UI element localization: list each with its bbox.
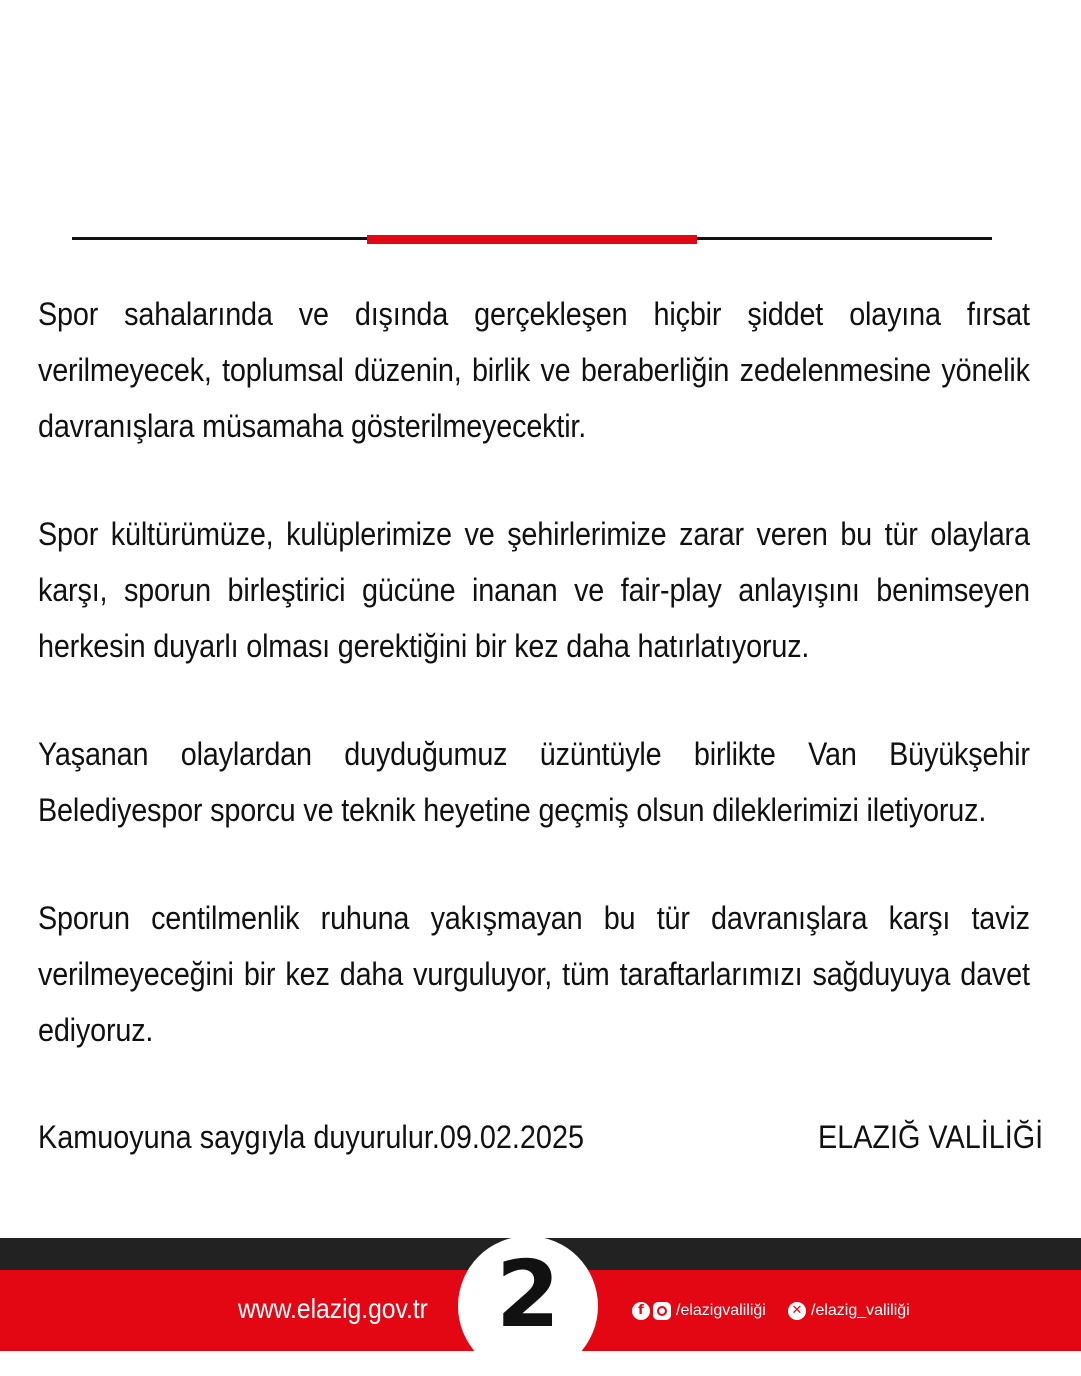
signature: ELAZIĞ VALİLİĞİ	[818, 1119, 1044, 1155]
statement-paragraph-3: Yaşanan olaylardan duyduğumuz üzüntüyle birlikte Van Büyükşehir Belediyespor sporcu ve teknik heyetine geçmiş olsun dileklerimizi iletiyoruz.	[38, 736, 1030, 828]
instagram-icon	[653, 1302, 671, 1320]
page-number: 2	[495, 1241, 560, 1348]
facebook-icon: f	[632, 1302, 650, 1320]
header-divider-accent	[367, 235, 697, 244]
website-link[interactable]: www.elazig.gov.tr	[238, 1293, 428, 1324]
social-x[interactable]	[788, 1300, 910, 1322]
social-facebook-instagram[interactable]	[632, 1300, 766, 1322]
statement-paragraph-4: Sporun centilmenlik ruhuna yakışmayan bu tür davranışlara karşı taviz verilmeyeceğini bir kez daha vurguluyor, tüm taraftarlarımızı sağduyuya davet ediyoruz.	[38, 900, 1030, 1048]
social-handle-2: /elazig_valiliği	[811, 1302, 910, 1319]
closing-line: Kamuoyuna saygıyla duyurulur.09.02.2025	[38, 1119, 584, 1155]
social-handle-1: /elazigvaliliği	[676, 1302, 766, 1319]
statement-paragraph-2: Spor kültürümüze, kulüplerimize ve şehirlerimize zarar veren bu tür olaylara karşı, sporun birleştirici gücüne inanan ve fair-play anlayışını benimseyen herkesin duyarlı olması gerektiğini bir kez daha hatırlatıyoruz.	[38, 516, 1030, 664]
x-icon: ✕	[788, 1302, 806, 1320]
statement-paragraph-1: Spor sahalarında ve dışında gerçekleşen hiçbir şiddet olayına fırsat verilmeyecek, toplumsal düzenin, birlik ve beraberliğin zedelenmesine yönelik davranışlara müsamaha gösterilmeyecektir.	[38, 296, 1030, 444]
